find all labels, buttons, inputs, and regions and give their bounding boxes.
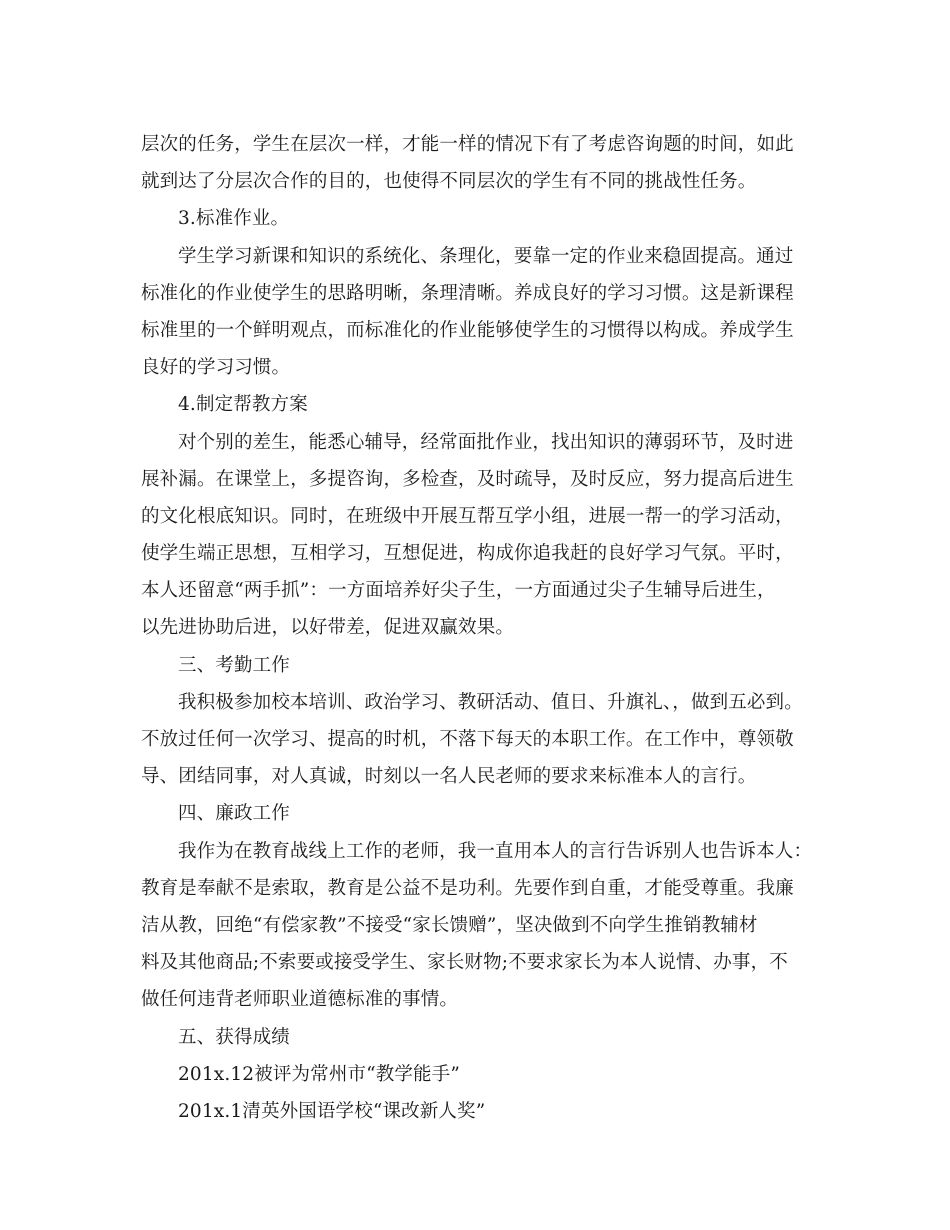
text-line-14: 以先进协助后进，以好带差，促进双赢效果。	[141, 617, 515, 639]
text-line-11: 的文化根底知识。同时，在班级中开展互帮互学小组，进展一帮一的学习活动，	[141, 505, 794, 527]
text-line-1: 层次的任务，学生在层次一样，才能一样的情况下有了考虑咨询题的时间，如此	[141, 134, 794, 155]
text-line-12: 使学生端正思想，互相学习，互想促进，构成你追我赶的良好学习气氛。平时，	[141, 543, 794, 565]
text-line-13: 本人还留意“两手抓”：一方面培养好尖子生，一方面通过尖子生辅导后进生，	[141, 580, 776, 602]
text-line-24: 做任何违背老师职业道德标准的事情。	[141, 989, 459, 1011]
text-line-4: 学生学习新课和知识的系统化、条理化，要靠一定的作业来稳固提高。通过	[178, 245, 794, 267]
section-heading-attendance: 三、考勤工作	[178, 654, 290, 676]
text-line-20: 我作为在教育战线上工作的老师，我一直用本人的言行告诉别人也告诉本人：	[178, 840, 813, 862]
text-line-18: 导、团结同事，对人真诚，时刻以一名人民老师的要求来标准本人的言行。	[141, 766, 757, 788]
achievement-item-2: 201x.1清英外国语学校“课改新人奖”	[178, 1100, 486, 1122]
text-line-16: 我积极参加校本培训、政治学习、教研活动、值日、升旗礼、，做到五必到。	[178, 691, 803, 713]
text-line-6: 标准里的一个鲜明观点，而标准化的作业能够使学生的习惯得以构成。养成学生	[141, 319, 794, 341]
document-body	[141, 126, 813, 1130]
section-heading-achievements: 五、获得成绩	[178, 1026, 290, 1048]
text-line-2: 就到达了分层次合作的目的，也使得不同层次的学生有不同的挑战性任务。	[141, 171, 757, 193]
text-line-21: 教育是奉献不是索取，教育是公益不是功利。先要作到自重，才能受尊重。我廉	[141, 877, 794, 899]
section-heading-standard-homework: 3.标准作业。	[178, 208, 290, 230]
text-line-10: 展补漏。在课堂上，多提咨询，多检查，及时疏导，及时反应，努力提高后进生	[141, 468, 794, 490]
achievement-item-1: 201x.12被评为常州市“教学能手”	[178, 1063, 460, 1085]
text-line-23: 料及其他商品;不索要或接受学生、家长财物;不要求家长为本人说情、办事，不	[141, 952, 788, 974]
text-line-7: 良好的学习习惯。	[141, 357, 291, 379]
text-line-9: 对个别的差生，能悉心辅导，经常面批作业，找出知识的薄弱环节，及时进	[178, 431, 794, 453]
text-line-17: 不放过任何一次学习、提高的时机，不落下每天的本职工作。在工作中，尊领敬	[141, 729, 794, 750]
section-heading-integrity: 四、廉政工作	[178, 803, 290, 825]
text-line-22: 洁从教，回绝“有偿家教”不接受“家长馈赠”，坚决做到不向学生推销教辅材	[141, 914, 758, 936]
text-line-5: 标准化的作业使学生的思路明晰，条理清晰。养成良好的学习习惯。这是新课程	[141, 282, 794, 304]
section-heading-tutoring-plan: 4.制定帮教方案	[178, 394, 308, 416]
